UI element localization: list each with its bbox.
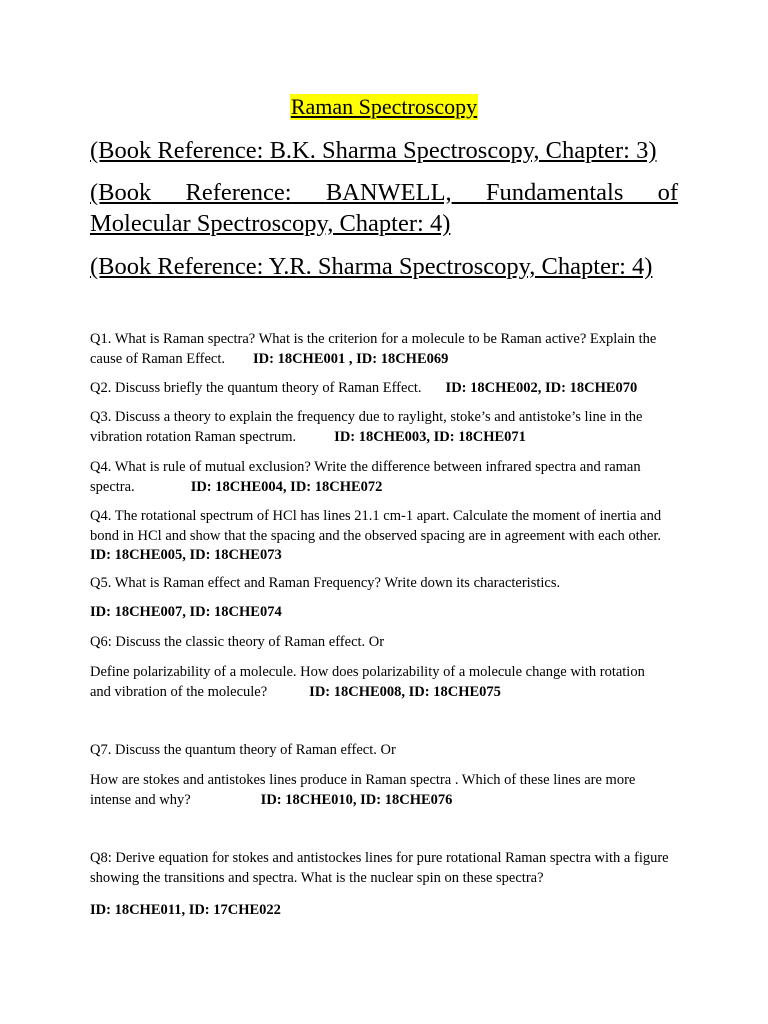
- question-q3: [90, 408, 680, 447]
- question-text: Q4. What is rule of mutual exclusion? Write the difference between infrared spectra and raman: [90, 459, 641, 475]
- student-id: ID: 18CHE005, ID: 18CHE073: [90, 547, 282, 563]
- question-text: spectra.: [90, 478, 135, 495]
- ref-word: (Book: [90, 179, 152, 206]
- ref-word: Reference:: [185, 179, 292, 206]
- question-q8: [90, 849, 680, 888]
- question-text: intense and why?: [90, 791, 191, 808]
- question-text: and vibration of the molecule?: [90, 683, 268, 700]
- question-q4-hcl: [90, 507, 680, 566]
- question-text: Q6: Discuss the classic theory of Raman effect. Or: [90, 634, 385, 650]
- question-text: Q5. What is Raman effect and Raman Frequency? Write down its characteristics.: [90, 575, 561, 591]
- question-text: Q8: Derive equation for stokes and antistockes lines for pure rotational Raman spectra with a figure: [90, 850, 669, 866]
- question-q4-mutual-exclusion: [90, 458, 680, 497]
- question-text-line2: [90, 350, 680, 370]
- question-text: Define polarizability of a molecule. How does polarizability of a molecule change with rotation: [90, 664, 645, 680]
- student-id: ID: 18CHE003, ID: 18CHE071: [334, 428, 526, 445]
- question-text: Q4. The rotational spectrum of HCl has lines 21.1 cm-1 apart. Calculate the moment of inertia and: [90, 508, 662, 524]
- question-text: Q1. What is Raman spectra? What is the criterion for a molecule to be Raman active? Explain the: [90, 331, 657, 347]
- question-text: How are stokes and antistokes lines produce in Raman spectra . Which of these lines are more: [90, 772, 636, 788]
- question-q2: [90, 379, 680, 399]
- student-id-q5: ID: 18CHE007, ID: 18CHE074: [90, 604, 282, 620]
- question-text: showing the transitions and spectra. What is the nuclear spin on these spectra?: [90, 869, 544, 886]
- question-q6: [90, 633, 680, 653]
- student-id: ID: 18CHE010, ID: 18CHE076: [260, 791, 453, 808]
- reference-yr-sharma: (Book Reference: Y.R. Sharma Spectroscopy, Chapter: 4): [90, 253, 653, 280]
- question-text: Q2. Discuss briefly the quantum theory of Raman Effect.: [90, 380, 422, 396]
- question-q7: [90, 741, 680, 761]
- question-q1: [90, 330, 680, 369]
- ref-word: Fundamentals: [485, 179, 624, 206]
- question-text: bond in HCl and show that the spacing and the observed spacing are in agreement with each other.: [90, 527, 661, 544]
- question-text: vibration rotation Raman spectrum.: [90, 428, 297, 445]
- question-text: Q7. Discuss the quantum theory of Raman effect. Or: [90, 742, 396, 758]
- ref-word: BANWELL,: [325, 179, 452, 206]
- question-q6-part2: [90, 663, 680, 702]
- student-id-q8: ID: 18CHE011, ID: 17CHE022: [90, 902, 281, 918]
- reference-banwell-line1: [90, 177, 678, 209]
- student-id: ID: 18CHE004, ID: 18CHE072: [190, 478, 383, 495]
- student-id: ID: 18CHE002, ID: 18CHE070: [445, 380, 638, 396]
- ref-word: of: [657, 179, 679, 206]
- student-id: ID: 18CHE001 , ID: 18CHE069: [253, 350, 449, 367]
- question-text: cause of Raman Effect.: [90, 350, 226, 367]
- question-q5: [90, 574, 680, 594]
- reference-banwell-line2: Molecular Spectroscopy, Chapter: 4): [90, 210, 451, 237]
- student-id: ID: 18CHE008, ID: 18CHE075: [309, 683, 501, 700]
- page-title: Raman Spectroscopy: [290, 94, 478, 119]
- question-text: Q3. Discuss a theory to explain the frequency due to raylight, stoke’s and antistoke’s line in the: [90, 409, 643, 425]
- reference-bk-sharma: (Book Reference: B.K. Sharma Spectroscopy, Chapter: 3): [90, 137, 657, 164]
- question-q7-part2: [90, 771, 680, 810]
- title-row: [0, 94, 768, 120]
